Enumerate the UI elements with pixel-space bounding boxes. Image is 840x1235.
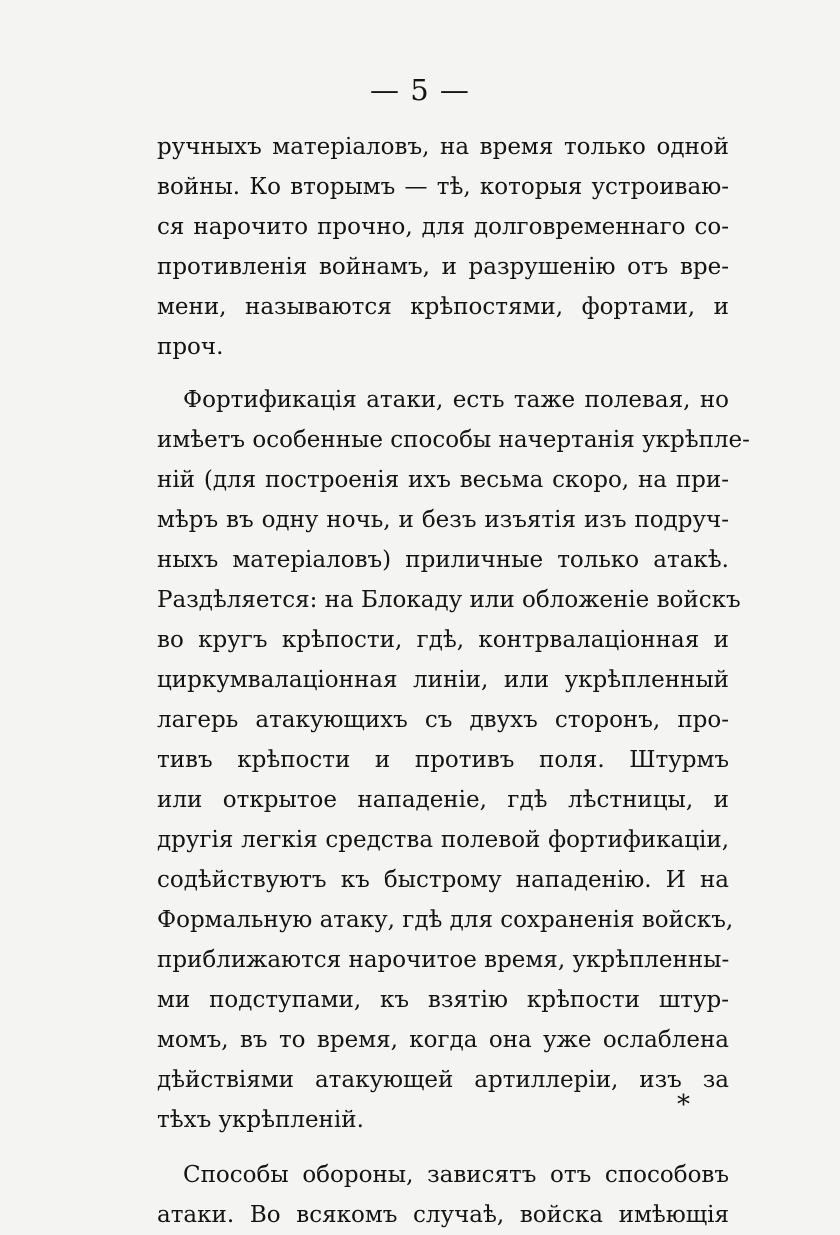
text-line: приближаются нарочитое время, укрѣпленны- <box>157 947 730 973</box>
text-line: тѣхъ укрѣпленій. <box>157 1107 364 1133</box>
paragraph-1 <box>157 127 729 367</box>
text-line: проч. <box>157 334 224 360</box>
text-line: ми подступами, къ взятію крѣпости штур- <box>157 987 729 1013</box>
text-line: Формальную атаку, гдѣ для сохраненія войскъ, <box>157 907 734 933</box>
text-line: другія легкія средства полевой фортификаціи, <box>157 827 729 853</box>
text-line: ручныхъ матеріаловъ, на время только одной <box>157 134 729 160</box>
paragraph-3 <box>157 1155 729 1235</box>
text-line: ся нарочито прочно, для долговременнаго со- <box>157 214 729 240</box>
text-line: атаки. Во всякомъ случаѣ, войска имѣющія <box>157 1202 729 1228</box>
text-line: имѣетъ особенные способы начертанія укрѣпле- <box>157 427 750 453</box>
signature-mark: * <box>677 1090 690 1120</box>
text-line: лагерь атакующихъ съ двухъ сторонъ, про- <box>157 707 729 733</box>
text-line: противленія войнамъ, и разрушенію отъ вре- <box>157 254 729 280</box>
text-line: мени, называются крѣпостями, фортами, и <box>157 294 729 320</box>
text-line: войны. Ко вторымъ — тѣ, которыя устроиваю- <box>157 174 729 200</box>
text-line: дѣйствіями атакующей артиллеріи, изъ за <box>157 1067 729 1093</box>
text-line: циркумвалаціонная линіи, или укрѣпленный <box>157 667 729 693</box>
text-line: Раздѣляется: на Блокаду или обложеніе войскъ <box>157 587 741 613</box>
text-line: момъ, въ то время, когда она уже ослаблена <box>157 1027 729 1053</box>
text-line: мѣръ въ одну ночь, и безъ изъятія изъ подруч- <box>157 507 729 533</box>
text-line: во кругъ крѣпости, гдѣ, контрвалаціонная и <box>157 627 729 653</box>
text-line: ній (для построенія ихъ весьма скоро, на при- <box>157 467 729 493</box>
text-line: тивъ крѣпости и противъ поля. Штурмъ <box>157 747 729 773</box>
text-line: ныхъ матеріаловъ) приличные только атакѣ. <box>157 547 729 573</box>
page-number: — 5 — <box>370 73 470 107</box>
body-text <box>157 127 750 1235</box>
text-line: содѣйствуютъ къ быстрому нападенію. И на <box>157 867 729 893</box>
text-line: или открытое нападеніе, гдѣ лѣстницы, и <box>157 787 729 813</box>
text-line: Фортификація атаки, есть таже полевая, но <box>183 387 729 413</box>
text-line: Способы обороны, зависятъ отъ способовъ <box>183 1162 729 1188</box>
paragraph-2 <box>157 380 750 1140</box>
